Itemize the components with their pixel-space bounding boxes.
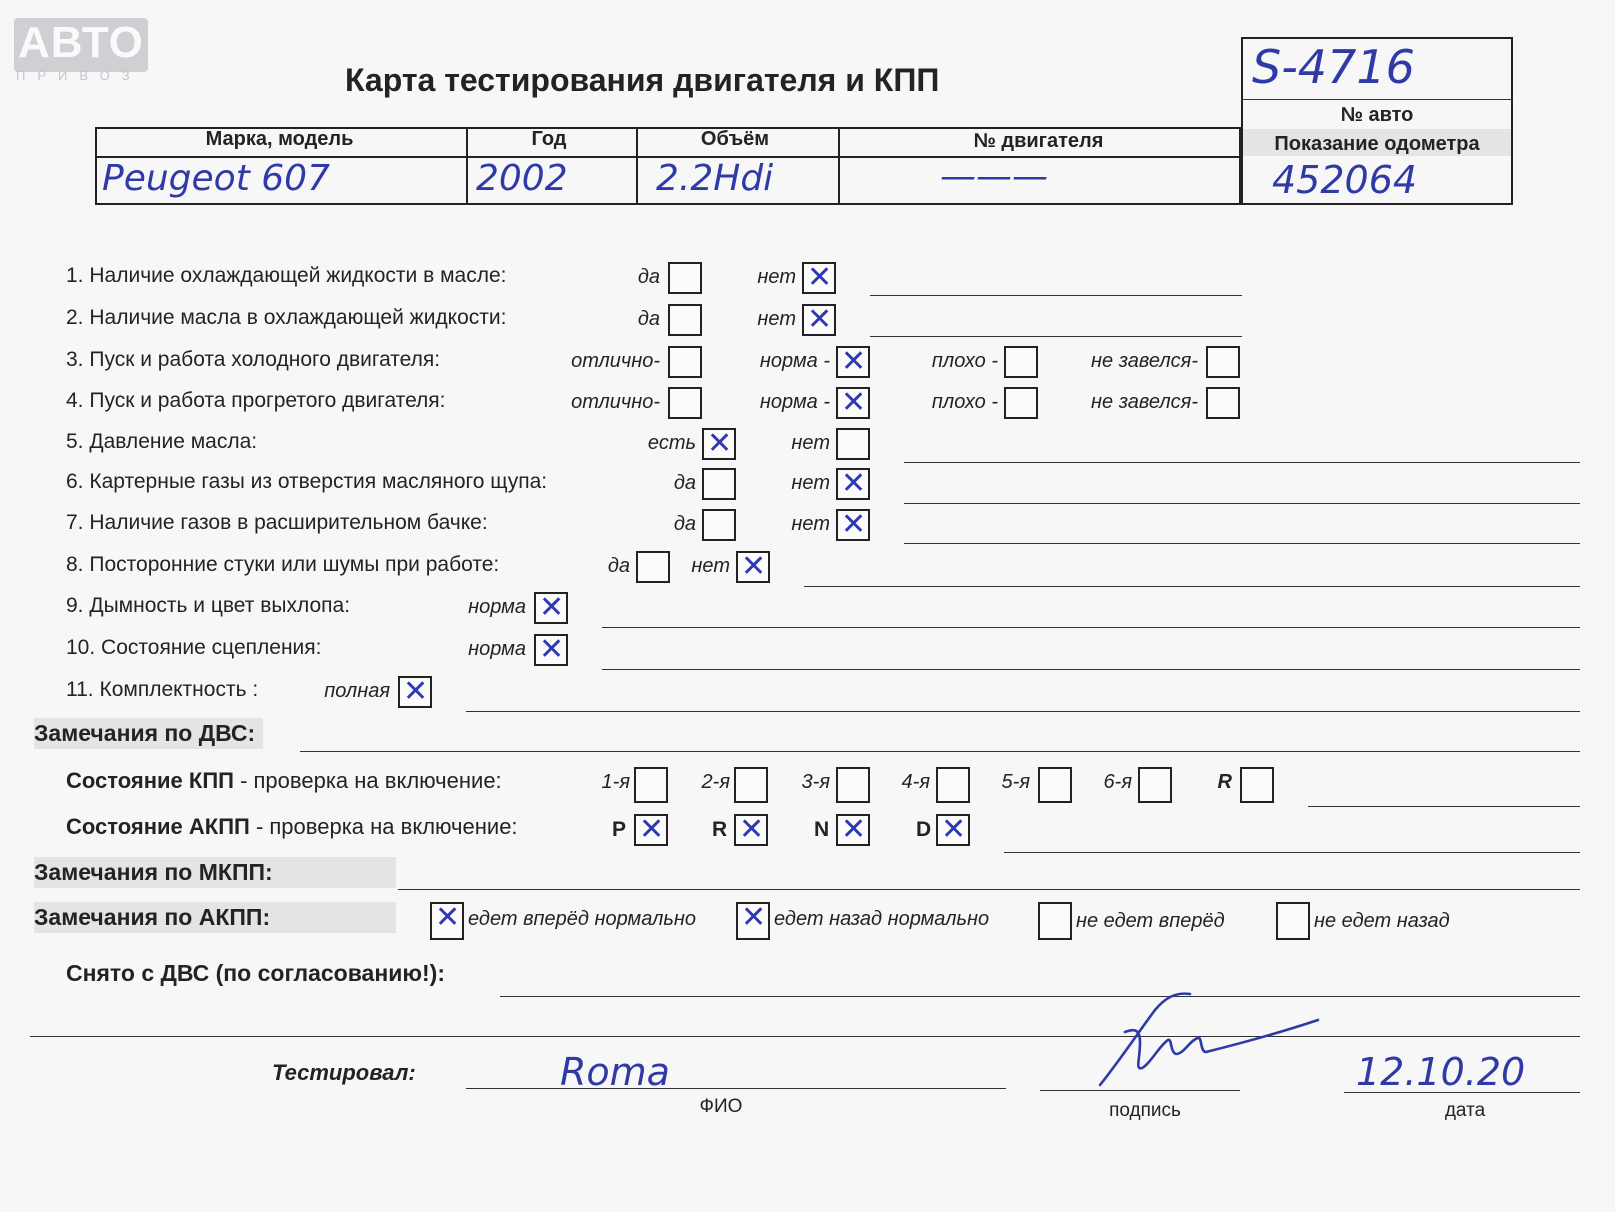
q8-no-checkbox[interactable] (736, 551, 770, 583)
akpp-backward-ok-checkbox[interactable] (736, 902, 770, 940)
q6-no-checkbox[interactable] (836, 468, 870, 500)
value-engine-no: ——— (940, 156, 1048, 197)
logo-main: АВТО (18, 18, 144, 67)
header-model: Марка, модель (205, 128, 354, 150)
q1-no-checkbox[interactable] (802, 262, 836, 294)
q11-full-checkbox[interactable] (398, 676, 432, 708)
akpp-n-checkbox[interactable] (836, 814, 870, 846)
value-year: 2002 (476, 158, 568, 199)
akpp-p-checkbox[interactable] (634, 814, 668, 846)
q7-yes-checkbox[interactable] (702, 509, 736, 541)
q4-not-started-checkbox[interactable] (1206, 387, 1240, 419)
kpp-gear-5-checkbox[interactable] (1038, 767, 1072, 803)
kpp-gear-2-checkbox[interactable] (734, 767, 768, 803)
question-6: 6. Картерные газы из отверстия масляного щупа: (66, 470, 548, 493)
tester-name: Roma (560, 1050, 670, 1094)
header-volume: Объём (700, 128, 770, 150)
q3-normal-checkbox[interactable] (836, 346, 870, 378)
kpp-gear-4-checkbox[interactable] (936, 767, 970, 803)
kpp-gear-3-checkbox[interactable] (836, 767, 870, 803)
q1-yes-checkbox[interactable] (668, 262, 702, 294)
dvs-notes-label: Замечания по ДВС: (34, 718, 263, 749)
removed-label: Снято с ДВС (по согласованию!): (66, 960, 445, 986)
q3-bad-checkbox[interactable] (1004, 346, 1038, 378)
q4-bad-checkbox[interactable] (1004, 387, 1038, 419)
signature-label: подпись (1109, 1100, 1181, 1121)
question-2: 2. Наличие масла в охлаждающей жидкости: (66, 306, 507, 329)
akpp-label: Состояние АКПП - проверка на включение: (66, 814, 518, 839)
q3-excellent-checkbox[interactable] (668, 346, 702, 378)
q5-no-checkbox[interactable] (836, 428, 870, 460)
q2-no-checkbox[interactable] (802, 304, 836, 336)
fio-label: ФИО (699, 1096, 743, 1117)
q9-normal-checkbox[interactable] (534, 592, 568, 624)
vehicle-id-value: S-4716 (1252, 40, 1415, 94)
page-title: Карта тестирования двигателя и КПП (345, 62, 940, 98)
question-7: 7. Наличие газов в расширительном бачке: (66, 511, 488, 534)
question-9: 9. Дымность и цвет выхлопа: (66, 594, 351, 617)
question-8: 8. Посторонние стуки или шумы при работе: (66, 553, 500, 576)
q2-yes-checkbox[interactable] (668, 304, 702, 336)
date-value: 12.10.20 (1356, 1050, 1526, 1094)
header-odometer: Показание одометра (1274, 133, 1480, 155)
question-1: 1. Наличие охлаждающей жидкости в масле: (66, 264, 507, 287)
question-11: 11. Комплектность : (66, 678, 259, 701)
header-engine-no: № двигателя (973, 130, 1104, 152)
mkpp-notes-label: Замечания по МКПП: (34, 857, 396, 888)
akpp-no-forward-checkbox[interactable] (1038, 902, 1072, 940)
q5-yes-checkbox[interactable] (702, 428, 736, 460)
value-volume: 2.2Hdi (656, 158, 774, 199)
value-odometer: 452064 (1272, 158, 1418, 202)
tested-label: Тестировал: (272, 1060, 416, 1085)
q4-excellent-checkbox[interactable] (668, 387, 702, 419)
kpp-gear-r-checkbox[interactable] (1240, 767, 1274, 803)
logo-sub: ПРИВОЗ (16, 68, 142, 83)
akpp-notes-label: Замечания по АКПП: (34, 902, 396, 933)
akpp-r-checkbox[interactable] (734, 814, 768, 846)
question-10: 10. Состояние сцепления: (66, 636, 322, 659)
question-3: 3. Пуск и работа холодного двигателя: (66, 348, 441, 371)
vehicle-id-label: № авто (1340, 104, 1414, 126)
kpp-label: Состояние КПП - проверка на включение: (66, 768, 502, 793)
value-model: Peugeot 607 (102, 158, 330, 199)
header-year: Год (531, 128, 567, 150)
akpp-d-checkbox[interactable] (936, 814, 970, 846)
q3-not-started-checkbox[interactable] (1206, 346, 1240, 378)
kpp-gear-1-checkbox[interactable] (634, 767, 668, 803)
akpp-forward-ok-checkbox[interactable] (430, 902, 464, 940)
q8-yes-checkbox[interactable] (636, 551, 670, 583)
q6-yes-checkbox[interactable] (702, 468, 736, 500)
signature (1080, 990, 1330, 1100)
question-5: 5. Давление масла: (66, 430, 258, 453)
q7-no-checkbox[interactable] (836, 509, 870, 541)
q10-normal-checkbox[interactable] (534, 634, 568, 666)
kpp-gear-6-checkbox[interactable] (1138, 767, 1172, 803)
akpp-no-backward-checkbox[interactable] (1276, 902, 1310, 940)
question-4: 4. Пуск и работа прогретого двигателя: (66, 389, 446, 412)
date-label: дата (1444, 1100, 1486, 1121)
q4-normal-checkbox[interactable] (836, 387, 870, 419)
